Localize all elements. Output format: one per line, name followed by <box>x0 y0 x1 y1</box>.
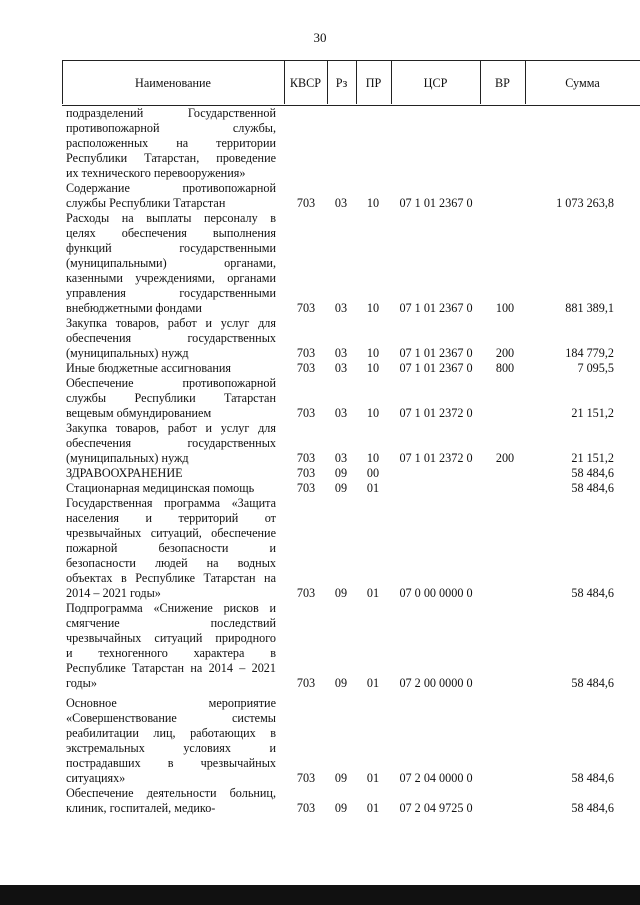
row-name <box>66 361 276 376</box>
row-name-line: целях обеспечения выполнения <box>66 226 276 240</box>
row-name-line: реабилитации лиц, работающих в <box>66 726 276 740</box>
header-rz: Рз <box>335 76 348 90</box>
row-name-line: Обеспечение противопожарной <box>66 376 276 390</box>
row-name-line: Закупка товаров, работ и услуг для <box>66 421 276 435</box>
row-name-line: казенными учреждениями, органами <box>66 271 276 285</box>
cell-csr: 07 1 01 2372 0 <box>399 406 473 420</box>
cell-kvsr: 703 <box>296 451 316 465</box>
row-name-line: Подпрограмма «Снижение рисков и <box>66 601 276 615</box>
row-name-line: Содержание противопожарной <box>66 181 276 195</box>
divider <box>480 60 481 104</box>
cell-sum: 58 484,6 <box>571 801 614 815</box>
row-name-line: Закупка товаров, работ и услуг для <box>66 316 276 330</box>
cell-vr: 800 <box>495 361 515 375</box>
cell-csr: 07 1 01 2372 0 <box>399 451 473 465</box>
row-name-line: службы Республики Татарстан <box>66 196 226 210</box>
row-name-line: их технического перевооружения» <box>66 166 246 180</box>
cell-rz: 03 <box>334 301 348 315</box>
row-name-line: противопожарной службы, <box>66 121 276 135</box>
cell-rz: 09 <box>334 466 348 480</box>
cell-sum: 7 095,5 <box>577 361 614 375</box>
row-name-line: Иные бюджетные ассигнования <box>66 361 232 375</box>
row-name-line: вещевым обмундированием <box>66 406 212 420</box>
row-name-line: экстремальных условиях и <box>66 741 276 755</box>
cell-pr: 01 <box>366 801 380 815</box>
cell-vr: 100 <box>495 301 515 315</box>
row-name-line: Обеспечение деятельности больниц, <box>66 786 276 800</box>
row-name-line: функций государственными <box>66 241 276 255</box>
row-name-line: обеспечения государственных <box>66 436 276 450</box>
cell-vr: 200 <box>495 346 515 360</box>
header-vr: ВР <box>495 76 510 90</box>
row-name-line: объектах в Республике Татарстан на <box>66 571 276 585</box>
cell-sum: 21 151,2 <box>571 451 614 465</box>
cell-kvsr: 703 <box>296 586 316 600</box>
row-name-line: (муниципальных) нужд <box>66 451 189 465</box>
row-name <box>66 601 276 691</box>
row-name <box>66 466 276 481</box>
row-name <box>66 211 276 316</box>
header-sum: Сумма <box>565 76 600 90</box>
row-name-line: пострадавших в чрезвычайных <box>66 756 276 770</box>
row-name <box>66 316 276 361</box>
cell-kvsr: 703 <box>296 771 316 785</box>
row-name-line: управления государственными <box>66 286 276 300</box>
cell-rz: 09 <box>334 676 348 690</box>
header-name: Наименование <box>135 76 211 90</box>
row-name-line: 2014 – 2021 годы» <box>66 586 161 600</box>
row-name <box>66 496 276 601</box>
cell-sum: 881 389,1 <box>565 301 614 315</box>
cell-vr: 200 <box>495 451 515 465</box>
cell-rz: 03 <box>334 361 348 375</box>
row-name-line: безопасности людей на водных <box>66 556 276 570</box>
cell-rz: 09 <box>334 771 348 785</box>
cell-pr: 10 <box>366 301 380 315</box>
cell-sum: 58 484,6 <box>571 586 614 600</box>
row-name-line: и техногенного характера в <box>66 646 276 660</box>
row-name <box>66 421 276 466</box>
row-name-line: Республики Татарстан, проведение <box>66 151 276 165</box>
cell-pr: 10 <box>366 361 380 375</box>
row-name-line: клиник, госпиталей, медико- <box>66 801 216 815</box>
divider <box>525 60 526 104</box>
cell-csr: 07 0 00 0000 0 <box>399 586 473 600</box>
cell-pr: 01 <box>366 771 380 785</box>
row-name-line: ситуациях» <box>66 771 126 785</box>
cell-kvsr: 703 <box>296 346 316 360</box>
divider <box>391 60 392 104</box>
cell-sum: 21 151,2 <box>571 406 614 420</box>
cell-csr: 07 2 00 0000 0 <box>399 676 473 690</box>
cell-csr: 07 2 04 9725 0 <box>399 801 473 815</box>
cell-rz: 03 <box>334 346 348 360</box>
cell-pr: 10 <box>366 196 380 210</box>
row-name <box>66 786 276 816</box>
divider <box>327 60 328 104</box>
row-name-line: Основное мероприятие <box>66 696 276 710</box>
row-name-line: чрезвычайных ситуаций, обеспечение <box>66 526 276 540</box>
row-name-line: населения и территорий от <box>66 511 276 525</box>
cell-csr: 07 1 01 2367 0 <box>399 346 473 360</box>
row-name-line: чрезвычайных ситуаций природного <box>66 631 276 645</box>
cell-kvsr: 703 <box>296 466 316 480</box>
cell-csr: 07 1 01 2367 0 <box>399 301 473 315</box>
cell-pr: 10 <box>366 406 380 420</box>
cell-rz: 03 <box>334 406 348 420</box>
cell-sum: 58 484,6 <box>571 676 614 690</box>
cell-sum: 184 779,2 <box>565 346 614 360</box>
cell-pr: 01 <box>366 676 380 690</box>
cell-kvsr: 703 <box>296 196 316 210</box>
cell-sum: 58 484,6 <box>571 481 614 495</box>
cell-rz: 03 <box>334 196 348 210</box>
cell-pr: 01 <box>366 481 380 495</box>
row-name <box>66 696 276 786</box>
cell-kvsr: 703 <box>296 481 316 495</box>
cell-kvsr: 703 <box>296 801 316 815</box>
cell-csr: 07 2 04 0000 0 <box>399 771 473 785</box>
row-name <box>66 181 276 211</box>
cell-pr: 10 <box>366 346 380 360</box>
row-name-line: пожарной безопасности и <box>66 541 276 555</box>
cell-kvsr: 703 <box>296 301 316 315</box>
row-name-line: ЗДРАВООХРАНЕНИЕ <box>66 466 183 480</box>
cell-pr: 10 <box>366 451 380 465</box>
row-name-line: службы Республики Татарстан <box>66 391 276 405</box>
cell-csr: 07 1 01 2367 0 <box>399 361 473 375</box>
row-name-line: расположенных на территории <box>66 136 276 150</box>
cell-kvsr: 703 <box>296 361 316 375</box>
row-name-line: (муниципальными) органами, <box>66 256 276 270</box>
cell-sum: 58 484,6 <box>571 466 614 480</box>
header-pr: ПР <box>365 76 382 90</box>
table-header <box>62 60 640 106</box>
cell-sum: 1 073 263,8 <box>556 196 614 210</box>
row-name-line: обеспечения государственных <box>66 331 276 345</box>
cell-rz: 03 <box>334 451 348 465</box>
row-name-line: внебюджетными фондами <box>66 301 202 315</box>
cell-rz: 09 <box>334 481 348 495</box>
cell-csr: 07 1 01 2367 0 <box>399 196 473 210</box>
page-number: 30 <box>313 30 327 45</box>
cell-pr: 01 <box>366 586 380 600</box>
cell-kvsr: 703 <box>296 676 316 690</box>
header-kvsr: КВСР <box>289 76 322 90</box>
header-csr: ЦСР <box>423 76 448 90</box>
cell-rz: 09 <box>334 801 348 815</box>
divider <box>356 60 357 104</box>
cell-sum: 58 484,6 <box>571 771 614 785</box>
cell-pr: 00 <box>366 466 380 480</box>
row-name-line: годы» <box>66 676 97 690</box>
cell-rz: 09 <box>334 586 348 600</box>
row-name-line: подразделений Государственной <box>66 106 276 120</box>
row-name-line: (муниципальных) нужд <box>66 346 189 360</box>
row-name-line: смягчение последствий <box>66 616 276 630</box>
row-name-line: Расходы на выплаты персоналу в <box>66 211 276 225</box>
row-name <box>66 106 276 181</box>
scan-edge <box>0 885 640 905</box>
row-name <box>66 481 276 496</box>
row-name-line: «Совершенствование системы <box>66 711 276 725</box>
row-name-line: Стационарная медицинская помощь <box>66 481 255 495</box>
row-name-line: Государственная программа «Защита <box>66 496 276 510</box>
row-name <box>66 376 276 421</box>
divider <box>284 60 285 104</box>
divider <box>62 60 63 104</box>
cell-kvsr: 703 <box>296 406 316 420</box>
row-name-line: Республике Татарстан на 2014 – 2021 <box>66 661 276 675</box>
